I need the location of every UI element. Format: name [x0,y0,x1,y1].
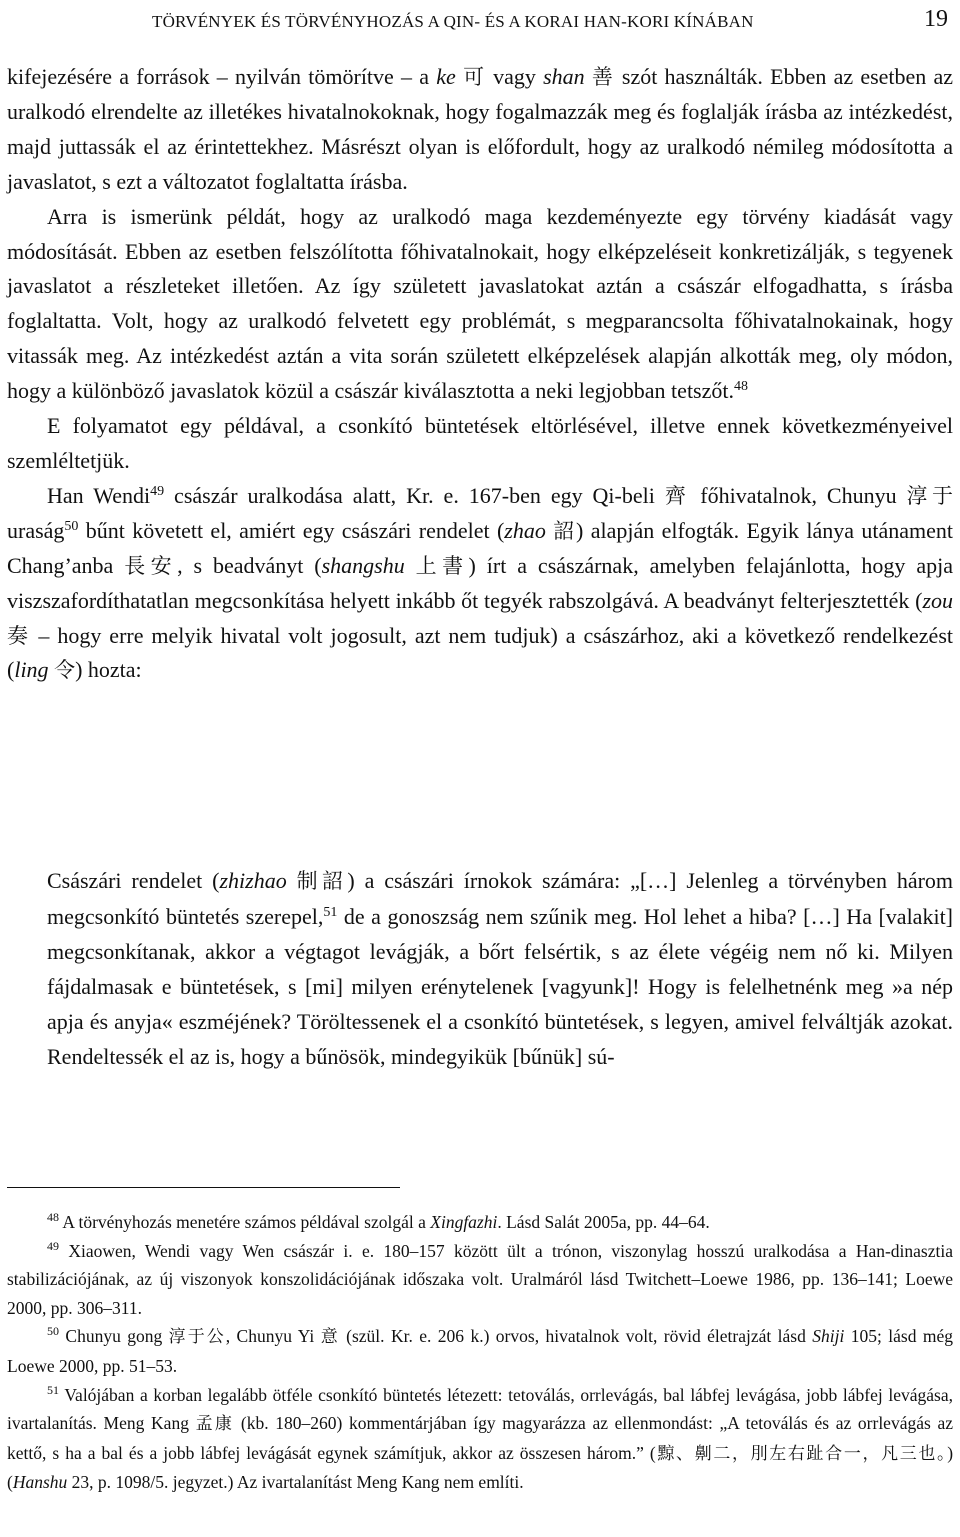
footnotes [7,1208,953,1497]
term-shiji: Shiji [812,1326,845,1347]
term-ke: ke [436,64,456,89]
term-ling: ling [14,657,49,683]
paragraph-2: Arra is ismerünk példát, hogy az uralkodó maga kezdeményezte egy törvény kiadását vagy módosítását. Ebben az esetben felszólította főhivatalnokait, hogy elképzeléseit konkretizálják, s tegyenek javaslatot a részleteket illetően. Az így született javaslatokat aztán a császár elfogadhatta, s írásba foglaltatta. Volt, hogy az uralkodó felvetett egy problémát, s megparancsolta főhivatalnokainak, hogy vitassák meg. Az intézkedést aztán a vita során született elképzelések alapján alkották meg, oly módon, hogy a különböző javaslatok közül a császár kiválasztotta a neki legjobban tetszőt.$^{48}$ [7,203,953,404]
paragraph-3: E folyamatot egy példával, a csonkító büntetések eltörlésével, illetve ennek következményeivel szemléltetjük. [7,413,953,473]
term-zhizhao: zhizhao [219,868,287,893]
cjk-ling: 令 [54,658,76,683]
footnote-number: 48 [47,1210,59,1224]
footnote-48: $^{48}$ A törvényhozás menetére számos példával szolgál a Xingfazhi. Lásd Salát 2005a, pp. 44–64. [47,1210,710,1232]
footnote-51: $^{51}$ Valójában a korban legalább ötféle csonkító büntetés létezett: tetoválás, orrlevágás, bal lábfej levágása, jobb lábfej levágása, ivartalanítás. Meng Kang 孟康 (kb. 180–260) kommentárjában így magyarázza az ellenmondást: „A tetoválás és az orrlevágás az kettő, s ha a bal és a jobb lábfej levágását egynek számítjuk, akkor az összesen három.” (黥、劓二，刖左右趾合一，凡三也。) (Hanshu 23, p. 1098/5. jegyzet.) Az ivartalanítást Meng Kang nem említi. [7,1382,954,1493]
term-hanshu: Hanshu [12,1472,68,1493]
cjk-chunyu: 淳于 [906,483,954,508]
footnote-50: $^{50}$ Chunyu gong 淳于公, Chunyu Yi 意 (szül. Kr. e. 206 k.) orvos, hivatalnok volt, rövid életrajzát lásd Shiji 105; lásd még Loewe 2000, pp. 51–53. [7,1324,954,1376]
main-text [7,60,953,688]
block-quote: Császári rendelet (zhizhao 制詔) a császári írnokok számára: „[…] Jelenleg a törvényben három megcsonkító büntetés szerepel,$^{51}$ de a gonoszság nem szűnik meg. Hol lehet a hiba? […] Ha [valakit] megcsonkítanak, akkor a végtagot levágják, a bőrt felsértik, s az élete végéig nem nő ki. Milyen fájdalmasak e büntetések, s [mi] milyen erénytelenek [vagyunk]! Hogy is felelhetnénk meg »a nép apja és anyja« eszméjének? Töröltessenek el a csonkító büntetések, s legyen, amivel felváltják azokat. Rendeltessék el az is, hogy a bűnösök, mindegyikük [bűnük] sú- [47,868,954,1070]
term-xingfazhi: Xingfazhi [430,1212,498,1232]
term-shangshu: shangshu [321,552,405,578]
footnote-ref-51[interactable]: 51 [323,905,338,921]
footnote-ref-49[interactable]: 49 [150,483,165,499]
footnote-divider [7,1187,400,1188]
term-shan: shan [543,64,585,89]
cjk-quote: 黥、劓二，刖左右趾合一，凡三也。 [655,1443,948,1464]
paragraph-1: kifejezésére a források – nyilván tömörítve – a ke 可 vagy shan 善 szót használták. Ebben az esetben az uralkodó elrendelte az illetékes hivatalnokoknak, hogy fogalmazzák meg és foglalják írásba az intézkedést, majd juttassák el az érintettekhez. Másrészt olyan is előfordult, hogy az uralkodó némileg módosította a javaslatot, s ezt a változatot foglaltatta írásba. [7,64,954,194]
cjk-meng-kang: 孟康 [195,1414,235,1435]
footnote-number: 49 [47,1238,59,1253]
cjk-shan: 善 [591,65,615,89]
footnote-ref-50[interactable]: 50 [64,518,79,534]
cjk-changan: 長安 [124,553,178,578]
cjk-zhao: 詔 [553,518,577,543]
term-zhao: zhao [504,517,546,543]
footnote-49: $^{49}$ Xiaowen, Wendi vagy Wen császár i. e. 180–157 között ült a trónon, viszonylag hosszú uralkodása a Han-dinasztia stabilizációjának, az új viszonyok konszolidációjának időszaka volt. Uralmáról lásd Twitchett–Loewe 1986, pp. 136–141; Loewe 2000, pp. 306–311. [7,1238,953,1318]
running-header [0,6,960,36]
cjk-yi: 意 [320,1327,340,1348]
cjk-ke: 可 [463,65,486,89]
cjk-shangshu: 上書 [415,553,469,578]
footnote-ref-48[interactable]: 48 [734,379,748,395]
cjk-qi: 齊 [664,483,691,508]
footnote-number: 50 [47,1324,59,1339]
paragraph-4: Han Wendi$^{49}$ császár uralkodása alatt, Kr. e. 167-ben egy Qi-beli 齊 főhivatalnok, Chunyu 淳于 uraság$^{50}$ bűnt követett el, amiért egy császári rendelet (zhao 詔) alapján elfogták. Egyik lánya utánament Chang’anba 長安, s beadványt (shangshu 上書) írt a császárnak, amelyben felajánlotta, hogy apja viszszafordíthatatlan megcsonkítása helyett inkább őt tegyék rabszolgává. A beadványt felterjesztették (zou 奏 – hogy erre melyik hivatal volt jogosult, azt nem tudjuk) a császárhoz, aki a következő rendelkezést (ling 令) hozta: [7,482,954,683]
cjk-zhizhao: 制詔 [296,869,348,893]
footnote-number: 51 [47,1382,59,1397]
cjk-zou: 奏 [7,623,31,648]
running-title: TÖRVÉNYEK ÉS TÖRVÉNYHOZÁS A QIN- ÉS A KORAI HAN-KORI KÍNÁBAN [152,12,754,31]
cjk-chunyu-gong: 淳于公 [168,1327,226,1348]
term-zou: zou [922,587,953,613]
page-number: 19 [924,6,948,32]
